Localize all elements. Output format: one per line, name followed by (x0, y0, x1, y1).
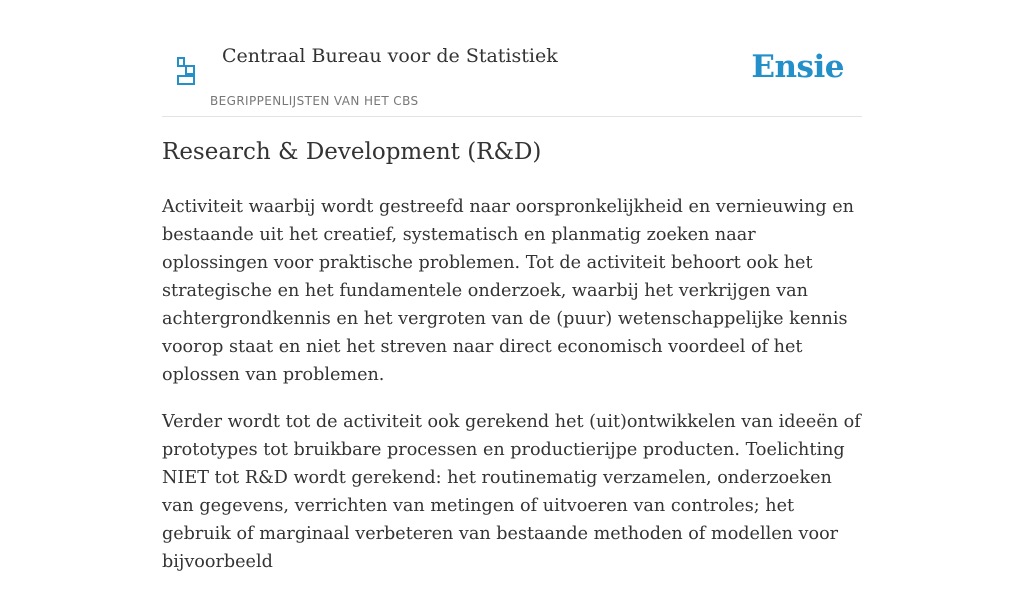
definition-paragraph: Activiteit waarbij wordt gestreefd naar oorspronkelijkheid en vernieuwing en bestaande uit het creatief, systematisch en planmatig zoeken naar oplossingen voor praktische problemen. Tot de activiteit behoort ook het strategische en het fundamentele onderzoek, waarbij het verkrijgen van achtergrondkennis en het vergroten van de (puur) wetenschappelijke kennis voorop staat en niet het streven naar direct economisch voordeel of het oplossen van problemen. (162, 197, 854, 385)
definition-body (162, 193, 862, 595)
term-title: Research & Development (R&D) (162, 139, 542, 165)
definition-paragraph: Verder wordt tot de activiteit ook gerekend het (uit)ontwikkelen van ideeën of prototypes tot bruikbare processen en productierijpe producten. Toelichting NIET tot R&D wordt gerekend: het routinematig verzamelen, onderzoeken van gegevens, verrichten van metingen of uitvoeren van controles; het gebruik of marginaal verbeteren van bestaande methoden of modellen voor bijvoorbeeld (162, 412, 861, 572)
collection-subtitle[interactable]: BEGRIPPENLIJSTEN VAN HET CBS (210, 94, 419, 108)
page (162, 0, 862, 572)
ensie-logo[interactable]: Ensie (751, 49, 844, 85)
site-header (162, 0, 862, 117)
cbs-logo-icon[interactable] (176, 56, 196, 86)
organization-name[interactable]: Centraal Bureau voor de Statistiek (222, 45, 558, 67)
